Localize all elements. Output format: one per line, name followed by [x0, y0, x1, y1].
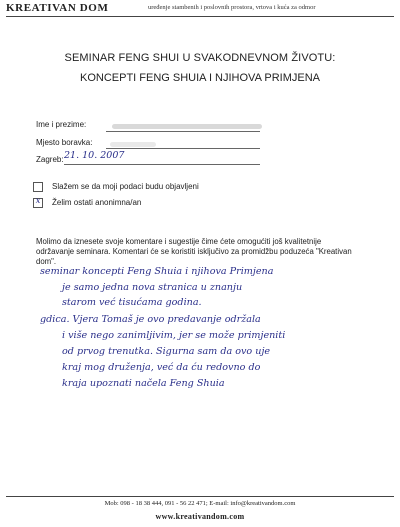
consent-label: Slažem se da moji podaci budu objavljeni — [52, 182, 199, 191]
anonymous-checkbox[interactable] — [33, 198, 43, 208]
city-label: Zagreb: — [36, 155, 64, 164]
comment-line: od prvog trenutka. Sigurna sam da ovo uje — [62, 346, 271, 357]
comment-line: kraj mog druženja, već da ću redovno do — [62, 362, 261, 373]
comment-instructions: Molimo da iznesete svoje komentare i sugestije čime ćete omogućiti još kvalitetnije održavanje seminara. Komentari će se koristiti isključivo za promidžbu poduzeća "Kreativan dom". — [36, 237, 352, 267]
seminar-title: SEMINAR FENG SHUI U SVAKODNEVNOM ŽIVOTU: — [64, 52, 336, 64]
redacted-name — [112, 124, 262, 129]
anonymous-checkbox-mark: x — [35, 196, 41, 206]
date-field-line[interactable] — [64, 164, 260, 165]
comment-line: i više nego zanimljivim, jer se može primjeniti — [62, 330, 286, 341]
brand-name: KREATIVAN DOM — [6, 2, 109, 14]
residence-label: Mjesto boravka: — [36, 138, 93, 147]
brand-tagline: uređenje stambenih i poslovnih prostora, vrtova i kuća za odmor — [148, 4, 316, 11]
consent-checkbox[interactable] — [33, 182, 43, 192]
anonymous-label: Želim ostati anonimna/an — [52, 198, 142, 207]
comment-line: je samo jedna nova stranica u znanju — [62, 282, 243, 293]
seminar-subtitle: KONCEPTI FENG SHUIA I NJIHOVA PRIMJENA — [79, 72, 320, 84]
footer-rule — [6, 496, 394, 497]
comment-line: seminar koncepti Feng Shuia i njihova Primjena — [40, 266, 274, 277]
footer-contact: Mob: 098 - 18 38 444, 091 - 56 22 471; E-mail: info@kreativandom.com — [104, 500, 296, 507]
footer-website-link[interactable]: www.kreativandom.com — [155, 512, 245, 521]
comment-line: gdica. Vjera Tomaš je ovo predavanje održala — [40, 314, 261, 325]
name-field-line[interactable] — [106, 131, 260, 132]
header-rule — [6, 16, 394, 17]
name-label: Ime i prezime: — [36, 120, 87, 129]
comment-line: starom već tisućama godina. — [62, 297, 202, 308]
comment-line: kraja upoznati načela Feng Shuia — [62, 378, 225, 389]
handwritten-date: 21. 10. 2007 — [64, 150, 125, 161]
redacted-residence — [110, 142, 156, 147]
residence-field-line[interactable] — [106, 148, 260, 149]
